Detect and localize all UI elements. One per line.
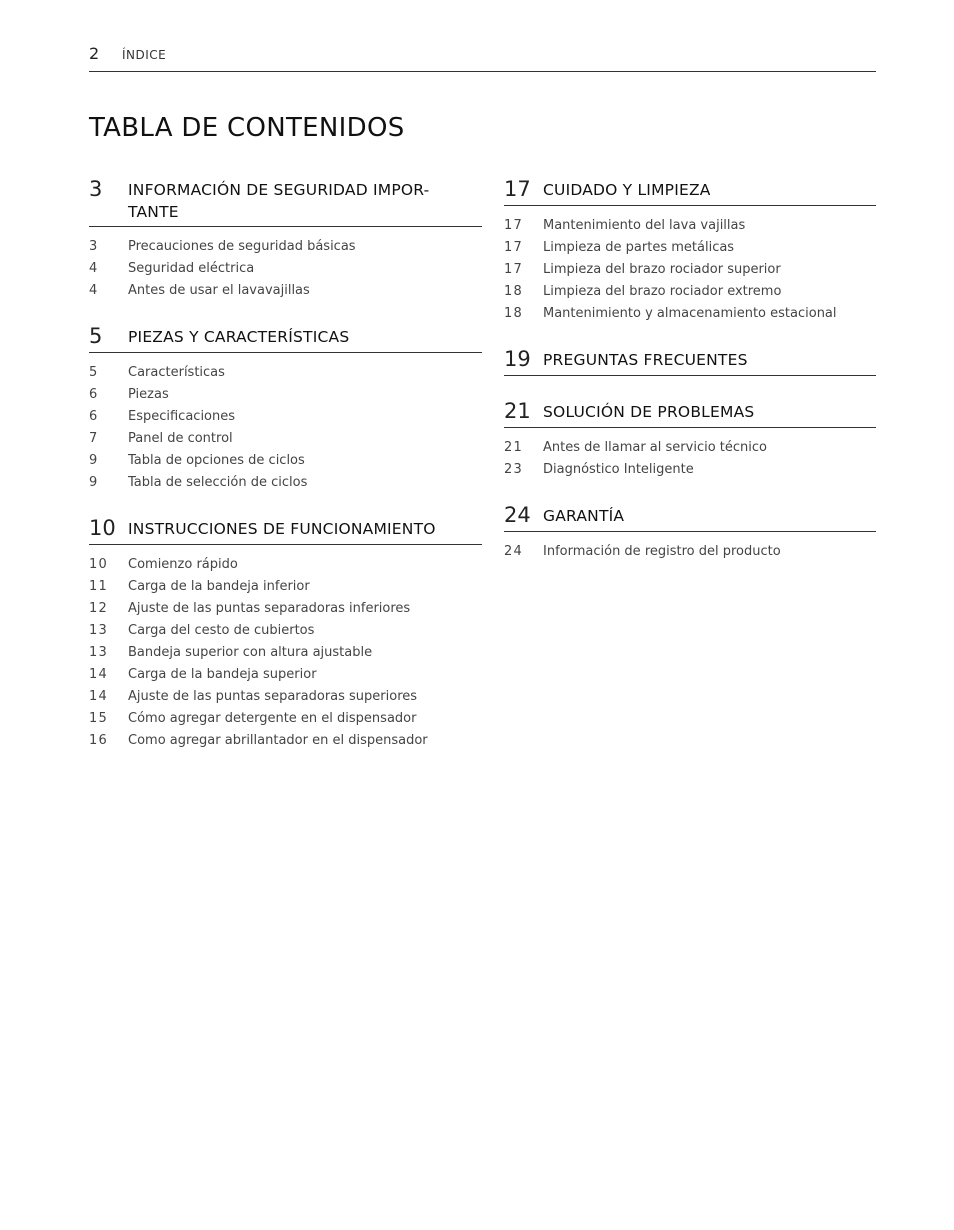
toc-entry-page-number: 9 — [89, 474, 99, 490]
toc-section — [89, 515, 482, 751]
toc-entry[interactable] — [89, 405, 482, 427]
toc-entry-label: Limpieza del brazo rociador extremo — [543, 283, 782, 299]
toc-entry-label: Seguridad eléctrica — [128, 260, 255, 276]
toc-entry-label: Carga del cesto de cubiertos — [128, 622, 315, 638]
toc-section — [89, 323, 482, 493]
header-section-name: ÍNDICE — [122, 48, 167, 62]
toc-entry-page-number: 13 — [89, 644, 108, 660]
toc-entry-label: Limpieza de partes metálicas — [543, 239, 735, 255]
toc-entry-page-number: 17 — [504, 239, 523, 255]
toc-section-heading[interactable] — [504, 502, 876, 532]
toc-entry-page-number: 12 — [89, 600, 108, 616]
toc-entry[interactable] — [89, 279, 482, 301]
toc-section-page-number: 24 — [504, 503, 531, 527]
toc-entry-label: Antes de llamar al servicio técnico — [543, 439, 767, 455]
page-number: 2 — [89, 44, 100, 63]
toc-entry[interactable] — [504, 458, 876, 480]
toc-entry-label: Limpieza del brazo rociador superior — [543, 261, 781, 277]
toc-section-heading[interactable] — [504, 176, 876, 206]
toc-entry[interactable] — [89, 597, 482, 619]
toc-section — [504, 398, 876, 480]
toc-entry-label: Carga de la bandeja superior — [128, 666, 317, 682]
toc-left-column — [89, 176, 482, 773]
toc-item-list — [89, 553, 482, 751]
toc-entry-label: Piezas — [128, 386, 169, 402]
toc-section-heading[interactable] — [504, 398, 876, 428]
toc-entry-page-number: 3 — [89, 238, 99, 254]
toc-section-heading[interactable] — [89, 323, 482, 353]
toc-entry-label: Tabla de opciones de ciclos — [128, 452, 305, 468]
toc-section-page-number: 19 — [504, 347, 531, 371]
toc-entry-page-number: 24 — [504, 543, 523, 559]
toc-entry-page-number: 6 — [89, 408, 99, 424]
toc-entry-label: Ajuste de las puntas separadoras superiores — [128, 688, 418, 704]
toc-entry-label: Especificaciones — [128, 408, 236, 424]
toc-entry[interactable] — [89, 449, 482, 471]
toc-entry[interactable] — [89, 619, 482, 641]
toc-section-title: PREGUNTAS FRECUENTES — [543, 351, 748, 369]
toc-entry-page-number: 18 — [504, 283, 523, 299]
toc-entry[interactable] — [504, 540, 876, 562]
toc-item-list — [504, 436, 876, 480]
toc-entry-label: Cómo agregar detergente en el dispensador — [128, 710, 417, 726]
page-title: TABLA DE CONTENIDOS — [89, 113, 405, 143]
toc-item-list — [89, 235, 482, 301]
toc-section-page-number: 5 — [89, 324, 103, 348]
toc-entry[interactable] — [89, 553, 482, 575]
toc-section-page-number: 21 — [504, 399, 531, 423]
toc-entry-label: Información de registro del producto — [543, 543, 781, 559]
toc-entry-page-number: 6 — [89, 386, 99, 402]
toc-entry[interactable] — [504, 258, 876, 280]
toc-section-page-number: 10 — [89, 516, 116, 540]
toc-entry-page-number: 7 — [89, 430, 99, 446]
toc-entry[interactable] — [89, 361, 482, 383]
toc-entry[interactable] — [89, 427, 482, 449]
toc-entry-label: Precauciones de seguridad básicas — [128, 238, 356, 254]
toc-section — [504, 502, 876, 562]
toc-section — [504, 346, 876, 376]
toc-entry-label: Comienzo rápido — [128, 556, 238, 572]
toc-entry-page-number: 15 — [89, 710, 108, 726]
toc-entry[interactable] — [89, 729, 482, 751]
toc-item-list — [89, 361, 482, 493]
toc-section-title: SOLUCIÓN DE PROBLEMAS — [543, 403, 755, 421]
toc-entry-label: Antes de usar el lavavajillas — [128, 282, 310, 298]
toc-entry[interactable] — [504, 280, 876, 302]
toc-entry[interactable] — [89, 575, 482, 597]
toc-entry[interactable] — [89, 663, 482, 685]
toc-entry-page-number: 14 — [89, 688, 108, 704]
toc-section-title: PIEZAS Y CARACTERÍSTICAS — [128, 328, 350, 346]
toc-entry-page-number: 11 — [89, 578, 108, 594]
toc-entry-page-number: 17 — [504, 217, 523, 233]
toc-entry-label: Bandeja superior con altura ajustable — [128, 644, 373, 660]
toc-entry[interactable] — [89, 641, 482, 663]
toc-entry-label: Mantenimiento y almacenamiento estacional — [543, 305, 837, 321]
toc-item-list — [504, 540, 876, 562]
toc-entry-label: Mantenimiento del lava vajillas — [543, 217, 746, 233]
toc-entry[interactable] — [89, 685, 482, 707]
toc-section-title: INSTRUCCIONES DE FUNCIONAMIENTO — [128, 520, 436, 538]
toc-entry-page-number: 4 — [89, 282, 99, 298]
toc-entry-label: Diagnóstico Inteligente — [543, 461, 694, 477]
toc-entry[interactable] — [504, 436, 876, 458]
toc-entry[interactable] — [89, 471, 482, 493]
toc-entry[interactable] — [504, 214, 876, 236]
toc-entry-page-number: 16 — [89, 732, 108, 748]
toc-section — [89, 176, 482, 301]
toc-entry-label: Panel de control — [128, 430, 233, 446]
toc-entry-page-number: 23 — [504, 461, 523, 477]
toc-entry-label: Características — [128, 364, 225, 380]
toc-entry-page-number: 14 — [89, 666, 108, 682]
toc-section-title: INFORMACIÓN DE SEGURIDAD IMPOR- TANTE — [128, 181, 430, 221]
toc-right-column — [504, 176, 876, 584]
toc-item-list — [504, 214, 876, 324]
toc-entry[interactable] — [89, 257, 482, 279]
toc-entry-label: Como agregar abrillantador en el dispensador — [128, 732, 428, 748]
toc-entry-page-number: 17 — [504, 261, 523, 277]
toc-section-heading[interactable] — [89, 176, 482, 227]
toc-entry-page-number: 9 — [89, 452, 99, 468]
toc-section-heading[interactable] — [504, 346, 876, 376]
toc-entry-label: Tabla de selección de ciclos — [128, 474, 308, 490]
toc-entry-page-number: 4 — [89, 260, 99, 276]
toc-entry-page-number: 10 — [89, 556, 108, 572]
toc-entry[interactable] — [89, 235, 482, 257]
toc-entry[interactable] — [504, 302, 876, 324]
toc-entry-page-number: 21 — [504, 439, 523, 455]
page-header — [89, 44, 876, 72]
toc-entry-page-number: 18 — [504, 305, 523, 321]
toc-entry[interactable] — [504, 236, 876, 258]
toc-entry-label: Ajuste de las puntas separadoras inferiores — [128, 600, 411, 616]
toc-section-page-number: 17 — [504, 177, 531, 201]
toc-section — [504, 176, 876, 324]
toc-section-heading[interactable] — [89, 515, 482, 545]
toc-section-title: CUIDADO Y LIMPIEZA — [543, 181, 711, 199]
toc-entry-page-number: 13 — [89, 622, 108, 638]
toc-entry[interactable] — [89, 707, 482, 729]
toc-entry[interactable] — [89, 383, 482, 405]
toc-entry-label: Carga de la bandeja inferior — [128, 578, 310, 594]
toc-section-page-number: 3 — [89, 177, 103, 201]
toc-entry-page-number: 5 — [89, 364, 99, 380]
toc-section-title: GARANTÍA — [543, 507, 625, 525]
